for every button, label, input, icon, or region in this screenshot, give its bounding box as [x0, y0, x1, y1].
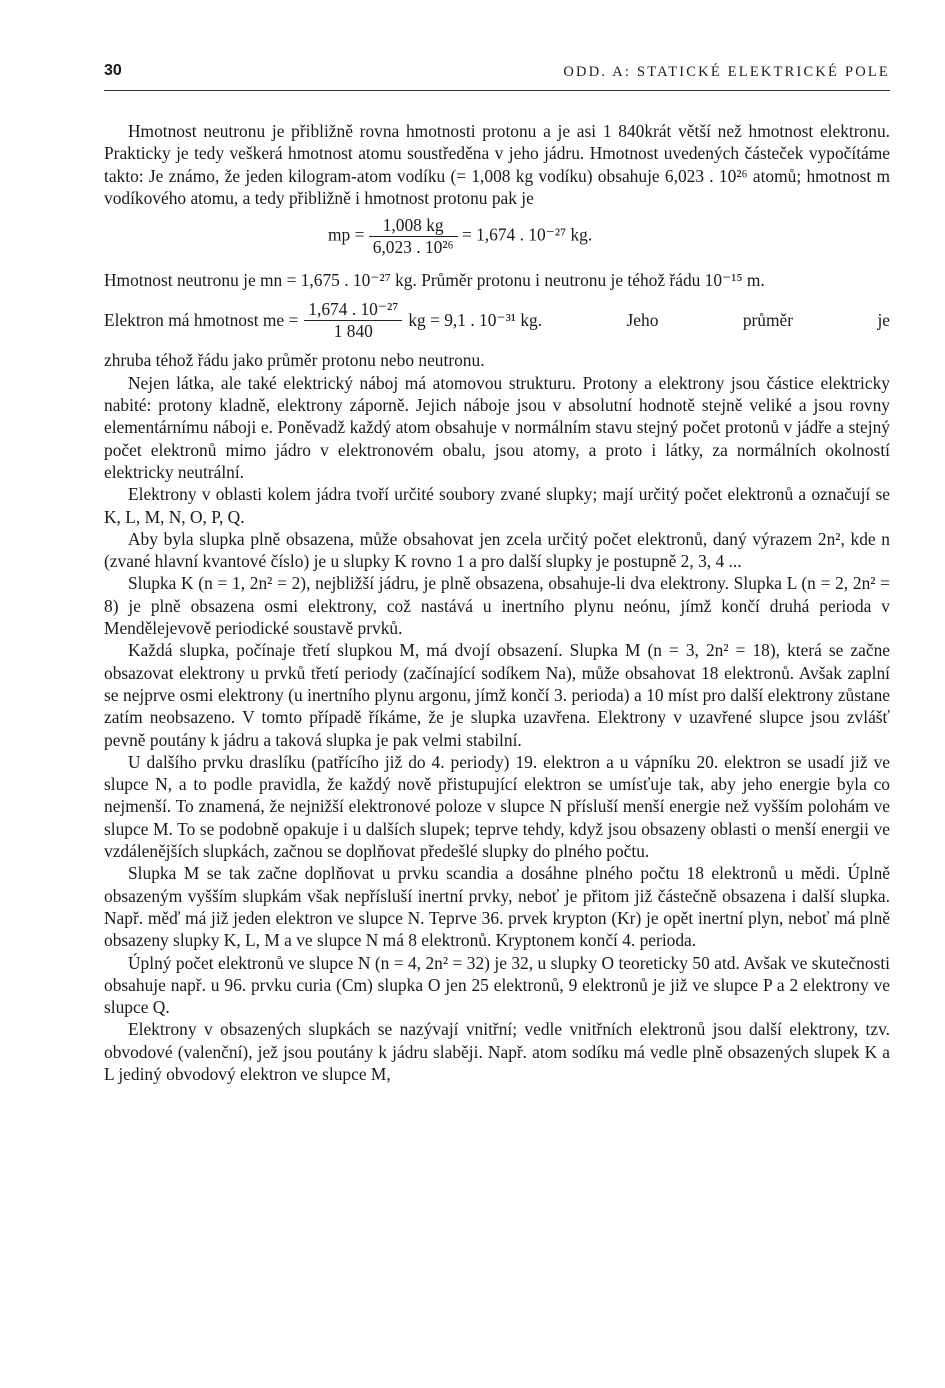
paragraph-shells: Elektrony v oblasti kolem jádra tvoří určité soubory zvané slupky; mají určitý počet elektronů a označují se K, L, M, N, O, P, Q.: [104, 484, 890, 527]
formula-proton-numerator: 1,008 kg: [369, 215, 458, 237]
formula-proton-rhs: = 1,674 . 10⁻²⁷ kg.: [461, 224, 593, 245]
formula-electron-label: Elektron má hmotnost me =: [104, 310, 299, 331]
page-body: [104, 120, 890, 1085]
formula-electron-tail-2: průměr: [742, 310, 794, 331]
formula-electron-denominator: 1 840: [333, 320, 373, 341]
formula-electron-mass: [104, 291, 890, 349]
paragraph-shell-k-l: Slupka K (n = 1, 2n² = 2), nejbližší jádru, je plně obsazena, obsahuje-li dva elektrony. Slupka L (n = 2, 2n² = 8) je plně obsazena osmi elektrony, což nastává u inertního plynu neónu, jímž končí druhá perioda v Mendělejevově periodické soustavě prvků.: [104, 573, 890, 639]
paragraph-shell-m: Každá slupka, počínaje třetí slupkou M, má dvojí obsazení. Slupka M (n = 3, 2n² = 18), která se začne obsazovat elektrony u prvků třetí periody (začínající sodíkem Na), může obsahovat 18 elektronů. Avšak zaplní se nejprve osmi elektrony (u inertního plynu argonu, jímž končí 3. perioda) a 10 míst pro další elektrony zůstane zatím neobsazeno. V tomto případě říkáme, že je slupka uzavřena. Elektrony v uzavřené slupce jsou zvlášť pevně poutány k jádru a taková slupka je pak velmi stabilní.: [104, 640, 890, 750]
paragraph-neutron-diameter: Hmotnost neutronu je mn = 1,675 . 10⁻²⁷ kg. Průměr protonu i neutronu je téhož řádu 10⁻¹⁵ m.: [104, 270, 765, 291]
paragraph-shell-n: Úplný počet elektronů ve slupce N (n = 4, 2n² = 32) je 32, u slupky O teoreticky 50 atd. Avšak ve skutečnosti obsahuje např. u 96. prvku curia (Cm) slupka O jen 25 elektronů, 9 elektronů je již ve slupce P a 2 elektrony ve slupce Q.: [104, 952, 890, 1018]
paragraph-electron-diameter: zhruba téhož řádu jako průměr protonu nebo neutronu.: [104, 350, 485, 371]
formula-electron-numerator: 1,674 . 10⁻²⁷: [304, 299, 402, 321]
page-header: [104, 62, 890, 91]
formula-electron-tail-1: Jeho: [626, 310, 659, 331]
paragraph-shell-capacity: Aby byla slupka plně obsazena, může obsahovat jen zcela určitý počet elektronů, daný výrazem 2n², kde n (zvané hlavní kvantové číslo) je u slupky K rovno 1 a pro další slupky je postupně 2, 3, 4 ...: [104, 528, 890, 572]
formula-electron-rhs: kg = 9,1 . 10⁻³¹ kg.: [408, 310, 543, 331]
formula-proton-mass: [104, 211, 890, 267]
paragraph-neutron-mass: Hmotnost neutronu je přibližně rovna hmotnosti protonu a je asi 1 840krát větší než hmotnost elektronu. Prakticky je tedy veškerá hmotnost atomu soustředěna v jeho jádru. Hmotnost uvedených částeček vypočítáme takto: Je známo, že jeden kilogram-atom vodíku (= 1,008 kg vodíku) obsahuje 6,023 . 10²⁶ atomů; hmotnost m vodíkového atomu, a tedy přibližně i hmotnost protonu pak je: [104, 121, 890, 208]
formula-electron-tail-3: je: [877, 310, 891, 331]
running-head: ODD. A: STATICKÉ ELEKTRICKÉ POLE: [563, 64, 890, 80]
paragraph-scandium: Slupka M se tak začne doplňovat u prvku scandia a dosáhne plného počtu 18 elektronů u mědi. Úplně obsazeným vyšším slupkám však nepřísluší inertní prvky, neboť je přitom již částečně obsazena i další slupka. Např. měď má již jeden elektron ve slupce N. Teprve 36. prvek krypton (Kr) je opět inertní plyn, neboť má plně obsazeny slupky K, L, M a ve slupce N má 8 elektronů. Kryptonem končí 4. perioda.: [104, 863, 890, 951]
formula-proton-lhs: mp =: [328, 224, 365, 245]
page-number: 30: [104, 62, 122, 79]
paragraph-valence: Elektrony v obsazených slupkách se nazývají vnitřní; vedle vnitřních elektronů jsou další elektrony, tzv. obvodové (valenční), jež jsou poutány k jádru slaběji. Např. atom sodíku má vedle plně obsazených slupek K a L jediný obvodový elektron ve slupce M,: [104, 1019, 890, 1084]
formula-proton-row: [328, 215, 592, 258]
formula-proton-denominator: 6,023 . 10²⁶: [372, 237, 454, 258]
formula-electron-fraction: [304, 299, 402, 342]
paragraph-charge-structure: Nejen látka, ale také elektrický náboj má atomovou strukturu. Protony a elektrony jsou částice elektricky nabité: protony kladně, elektrony záporně. Jejich náboje jsou v absolutní hodnotě stejně veliké a jsou rovny elementárnímu náboji e. Poněvadž každý atom obsahuje v normálním stavu stejný počet protonů v jádře a stejný počet elektronů mimo jádro v elektronovém obalu, jsou atomy, a proto i látky, za normálních okolností elektricky neutrální.: [104, 372, 890, 482]
formula-proton-fraction: [369, 215, 458, 258]
paragraph-potassium: U dalšího prvku draslíku (patřícího již do 4. periody) 19. elektron a u vápníku 20. elektron se usadí již ve slupce N, a to podle pravidla, že každý nově přistupující elektron se umísťuje tak, aby jeho energie byla co nejmenší. To znamená, že nejnižší elektronové poloze v slupce N přísluší menší energie než vyšším polohám ve slupce M. To se podobně opakuje i u dalších slupek; teprve tehdy, když jsou obsazeny oblasti o menší energii ve vzdálenějších slupkách, začnou se doplňovat předešlé slupky do plného počtu.: [104, 751, 890, 862]
